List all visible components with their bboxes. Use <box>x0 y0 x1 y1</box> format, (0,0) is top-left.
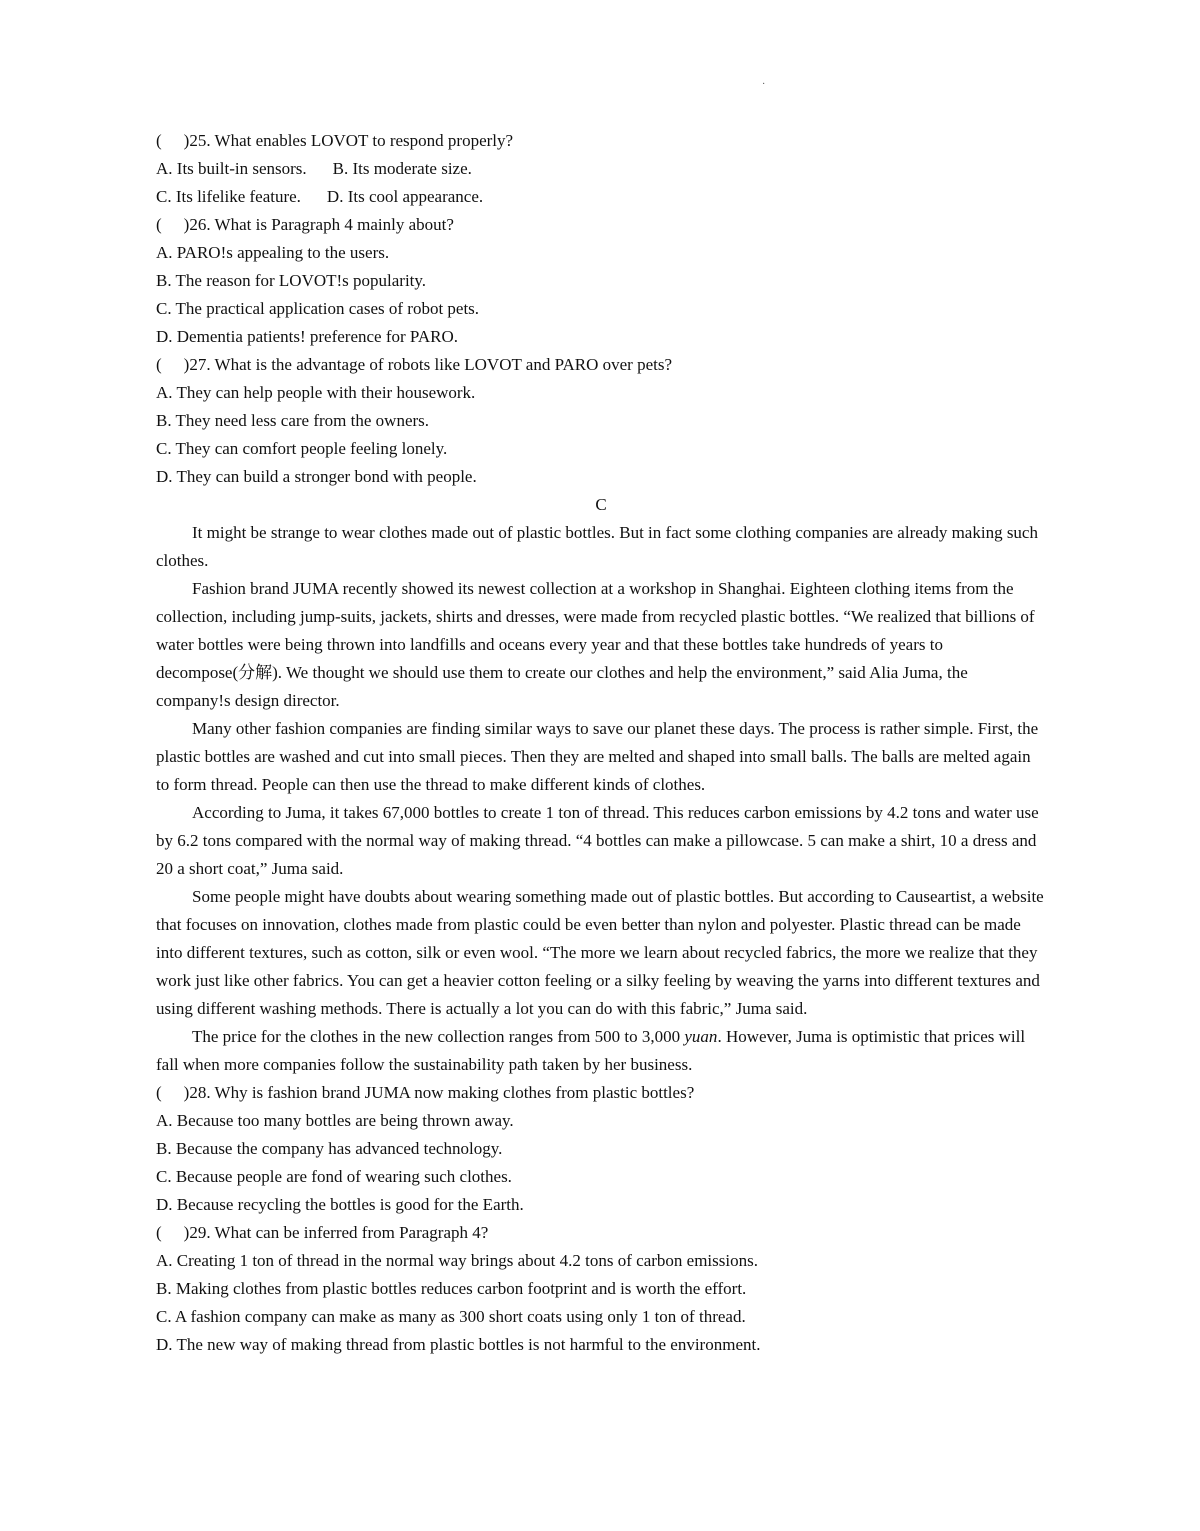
option-c: C. They can comfort people feeling lonely. <box>156 439 448 458</box>
passage-paragraph-2: Fashion brand JUMA recently showed its newest collection at a workshop in Shanghai. Eighteen clothing items from the collection, including jump-suits, jackets, shirts and dresses, were made from recycled plastic bottles. “We realized that billions of water bottles were being thrown into landfills and oceans every year and that these bottles take hundreds of years to decompose(分解). We thought we should use them to create our clothes and help the environment,” said Alia Juma, the company!s design director. <box>156 579 1035 710</box>
question-stem: 25. What enables LOVOT to respond properly? <box>189 131 514 150</box>
option-b: B. Its moderate size. <box>332 159 472 178</box>
passage-paragraph-5: Some people might have doubts about wearing something made out of plastic bottles. But according to Causeartist, a website that focuses on innovation, clothes made from plastic could be even better than nylon and polyester. Plastic thread can be made into different textures, such as cotton, silk or even wool. “The more we learn about recycled fabrics, the more we realize that they work just like other fabrics. You can get a heavier cotton feeling or a silky feeling by weaving the yarns into different textures and using different washing methods. There is actually a lot you can do with this fabric,” Juma said. <box>156 887 1044 1018</box>
option-d: D. Because recycling the bottles is good for the Earth. <box>156 1195 524 1214</box>
header-mark: · <box>762 79 766 90</box>
option-d: D. They can build a stronger bond with people. <box>156 467 477 486</box>
answer-paren-close: ) <box>183 1223 190 1242</box>
paragraph-text: . However, Juma is optimistic that prices will fall when more companies follow the sustainability path taken by her business. <box>156 1027 1026 1074</box>
option-a: A. Its built-in sensors. <box>156 159 307 178</box>
question-stem: 27. What is the advantage of robots like LOVOT and PARO over pets? <box>189 355 673 374</box>
currency-term: yuan <box>684 1027 718 1046</box>
answer-paren-close: ) <box>183 355 190 374</box>
option-c: C. The practical application cases of robot pets. <box>156 299 480 318</box>
question-stem: 26. What is Paragraph 4 mainly about? <box>189 215 454 234</box>
option-c: C. Its lifelike feature. <box>156 187 301 206</box>
option-a: A. Creating 1 ton of thread in the normal way brings about 4.2 tons of carbon emissions. <box>156 1251 758 1270</box>
question-29 <box>156 1219 1046 1247</box>
option-b: B. The reason for LOVOT!s popularity. <box>156 271 427 290</box>
answer-paren-close: ) <box>183 1083 190 1102</box>
answer-paren-open: ( <box>156 215 162 234</box>
option-b: B. Because the company has advanced technology. <box>156 1139 503 1158</box>
option-b: B. Making clothes from plastic bottles reduces carbon footprint and is worth the effort. <box>156 1279 747 1298</box>
answer-paren-open: ( <box>156 355 162 374</box>
option-d: D. Its cool appearance. <box>326 187 484 206</box>
question-28 <box>156 1079 1046 1107</box>
option-a: A. They can help people with their housework. <box>156 383 476 402</box>
question-25 <box>156 127 1046 155</box>
question-stem: 29. What can be inferred from Paragraph 4? <box>189 1223 489 1242</box>
document-page <box>156 127 1046 1359</box>
paragraph-text: The price for the clothes in the new collection ranges from 500 to 3,000 <box>192 1027 685 1046</box>
answer-paren-open: ( <box>156 1083 162 1102</box>
option-d: D. Dementia patients! preference for PARO. <box>156 327 458 346</box>
answer-paren-close: ) <box>183 215 190 234</box>
answer-paren-open: ( <box>156 131 162 150</box>
question-stem: 28. Why is fashion brand JUMA now making clothes from plastic bottles? <box>189 1083 695 1102</box>
passage-paragraph-3: Many other fashion companies are finding similar ways to save our planet these days. The process is rather simple. First, the plastic bottles are washed and cut into small pieces. Then they are melted and shaped into small balls. The balls are melted again to form thread. People can then use the thread to make different kinds of clothes. <box>156 719 1039 794</box>
answer-paren-open: ( <box>156 1223 162 1242</box>
option-a: A. Because too many bottles are being thrown away. <box>156 1111 514 1130</box>
passage-paragraph-4: According to Juma, it takes 67,000 bottles to create 1 ton of thread. This reduces carbon emissions by 4.2 tons and water use by 6.2 tons compared with the normal way of making thread. “4 bottles can make a pillowcase. 5 can make a shirt, 10 a dress and 20 a short coat,” Juma said. <box>156 803 1039 878</box>
option-row <box>156 155 1046 183</box>
question-27 <box>156 351 1046 379</box>
option-c: C. Because people are fond of wearing such clothes. <box>156 1167 512 1186</box>
option-d: D. The new way of making thread from plastic bottles is not harmful to the environment. <box>156 1335 761 1354</box>
option-a: A. PARO!s appealing to the users. <box>156 243 390 262</box>
option-c: C. A fashion company can make as many as 300 short coats using only 1 ton of thread. <box>156 1307 746 1326</box>
section-heading: C <box>595 495 607 514</box>
answer-paren-close: ) <box>183 131 190 150</box>
question-26 <box>156 211 1046 239</box>
option-row <box>156 183 1046 211</box>
option-b: B. They need less care from the owners. <box>156 411 430 430</box>
passage-paragraph-1: It might be strange to wear clothes made out of plastic bottles. But in fact some clothing companies are already making such clothes. <box>156 523 1038 570</box>
passage-paragraph-6 <box>156 1023 1046 1079</box>
